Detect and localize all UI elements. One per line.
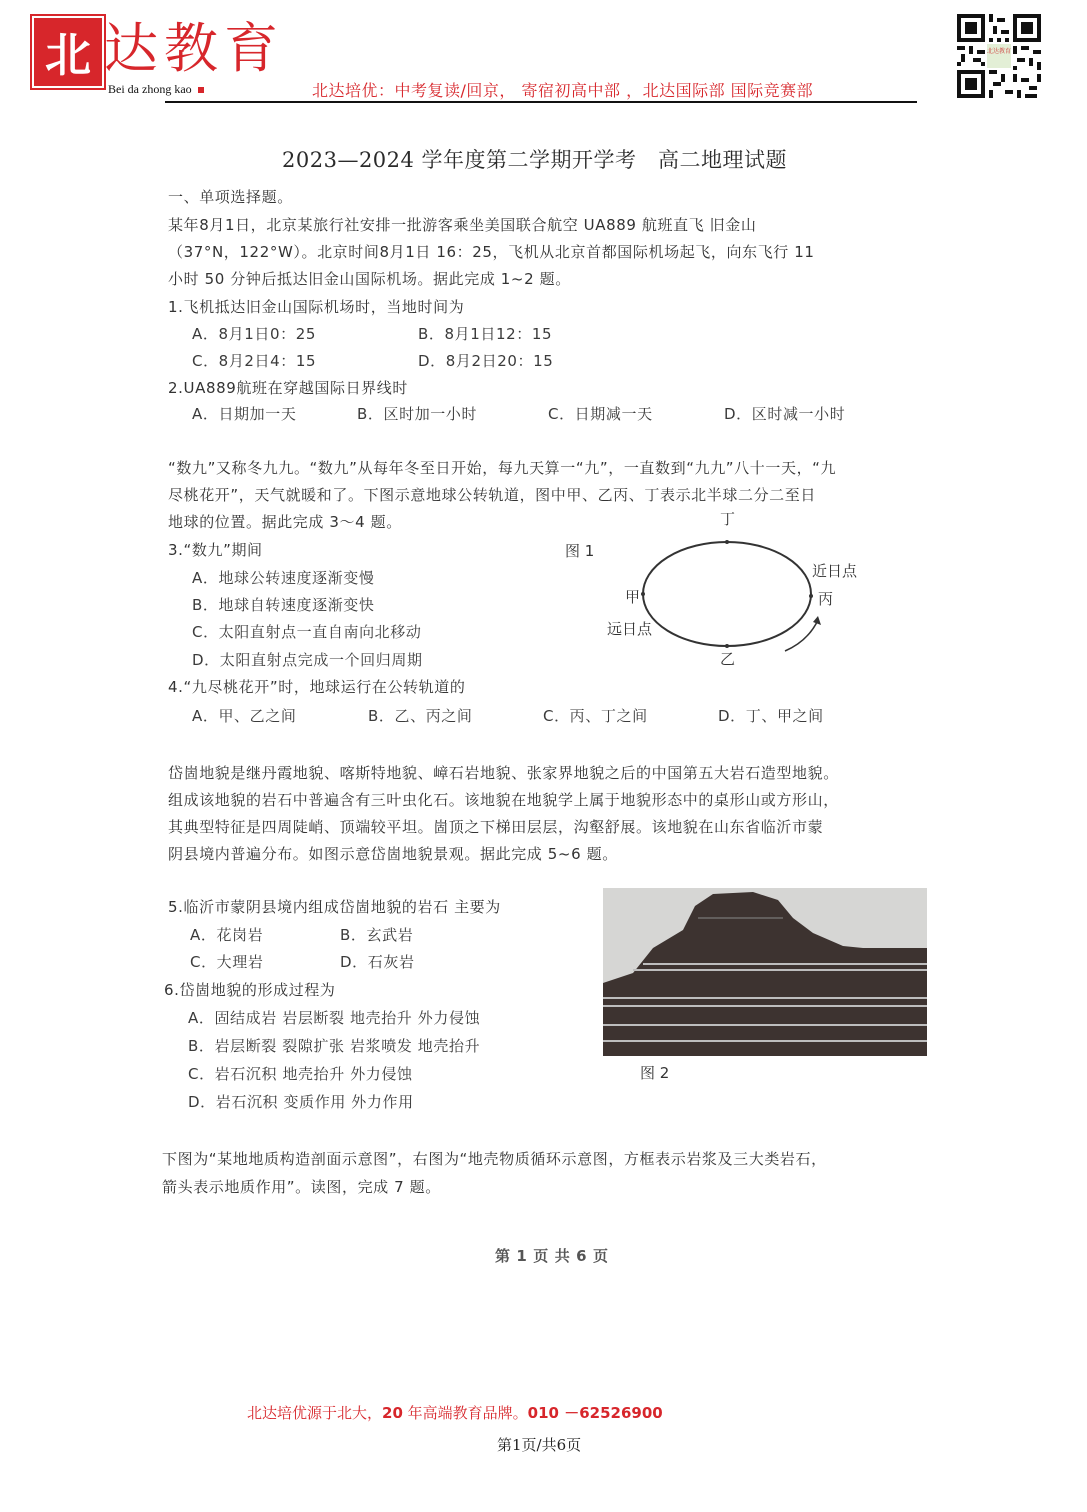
logo-subtitle [108,82,204,97]
exam-page [150,120,960,1290]
question-6-stem: 6.岱崮地貌的形成过程为 [164,981,336,999]
question-2-option-b: B．区时加一小时 [357,405,478,423]
question-2-option-c: C．日期减一天 [548,405,653,423]
footer-slogan-years: 20 [382,1404,403,1422]
arrowhead-icon [813,616,821,625]
logo-mark-text: 北 [45,28,91,82]
orbit-label-jia: 甲 [625,588,641,606]
footer-slogan [247,1402,663,1423]
footer-slogan-part2: 年高端教育品牌。 [402,1404,528,1422]
passage-3-line: 组成该地貌的岩石中普遍含有三叶虫化石。该地貌在地貌学上属于地貌形态中的桌形山或方形山， [168,791,839,809]
question-4-option-c: C．丙、丁之间 [543,707,648,725]
passage-3-line: 其典型特征是四周陡峭、顶端较平坦。崮顶之下梯田层层，沟壑舒展。该地貌在山东省临沂市蒙 [168,818,824,836]
footer-phone: 010 －62526900 [527,1404,663,1422]
header-slogan: 北达培优：中考复读/回京， 寄宿初高中部 ，北达国际部 国际竞赛部 [312,81,814,100]
passage-1-line: （37°N，122°W）。北京时间8月1日 16：25，飞机从北京首都国际机场起飞，向东飞行 11 [168,243,815,261]
question-1-option-b: B．8月1日12：15 [418,325,553,343]
footer-page-indicator: 第1页/共6页 [497,1436,582,1454]
question-5-option-d: D．石灰岩 [340,953,415,971]
question-1-stem: 1.飞机抵达旧金山国际机场时，当地时间为 [168,298,465,316]
section-heading: 一、单项选择题。 [168,188,293,206]
question-3-option-d: D．太阳直射点完成一个回归周期 [192,651,423,669]
passage-3-line: 岱崮地貌是继丹霞地貌、喀斯特地貌、嶂石岩地貌、张家界地貌之后的中国第五大岩石造型地貌。 [168,764,839,782]
question-5-option-b: B．玄武岩 [340,926,414,944]
question-1-option-d: D．8月2日20：15 [418,352,554,370]
question-2-stem: 2.UA889航班在穿越国际日界线时 [168,379,408,397]
question-4-option-d: D．丁、甲之间 [718,707,824,725]
question-3-stem: 3.“数九”期间 [168,541,263,559]
square-icon [198,87,204,93]
figure-1-caption: 图 1 [565,542,595,560]
passage-1-line: 某年8月1日，北京某旅行社安排一批游客乘坐美国联合航空 UA889 航班直飞 旧金山 [168,216,757,234]
question-4-option-a: A．甲、乙之间 [192,707,297,725]
orbit-svg [550,508,880,658]
question-3-option-c: C．太阳直射点一直自南向北移动 [192,623,422,641]
question-6-option-c: C．岩石沉积 地壳抬升 外力侵蚀 [188,1065,413,1083]
orbit-point-ding [725,540,729,544]
orbit-ellipse [643,542,811,646]
passage-3-line: 阴县境内普遍分布。如图示意岱崮地貌景观。据此完成 5~6 题。 [168,845,618,863]
qr-code-icon [957,14,1041,98]
question-3-option-a: A．地球公转速度逐渐变慢 [192,569,375,587]
question-1-option-a: A．8月1日0：25 [192,325,316,343]
header-divider [165,101,917,103]
orbit-label-yi: 乙 [720,650,736,668]
orbit-label-ding: 丁 [720,510,736,528]
question-1-option-c: C．8月2日4：15 [192,352,317,370]
figure-1-orbit-diagram [550,508,880,668]
qr-center-logo: 北达教育 [987,44,1011,68]
scan-page-number: 第 1 页 共 6 页 [495,1247,609,1265]
passage-2-line: 地球的位置。据此完成 3～4 题。 [168,513,402,531]
question-4-stem: 4.“九尽桃花开”时，地球运行在公转轨道的 [168,678,466,696]
orbit-direction-arrow [785,620,818,651]
footer-slogan-part1: 北达培优源于北大， [247,1404,383,1422]
logo-subtitle-text: Bei da zhong kao [108,82,192,96]
passage-2-line: 尽桃花开”，天气就暖和了。下图示意地球公转轨道，图中甲、乙丙、丁表示北半球二分二至日 [168,486,816,504]
question-5-option-a: A．花岗岩 [190,926,264,944]
question-6-option-d: D．岩石沉积 变质作用 外力作用 [188,1093,414,1111]
question-3-option-b: B．地球自转速度逐渐变快 [192,596,375,614]
question-5-option-c: C．大理岩 [190,953,264,971]
question-2-option-a: A．日期加一天 [192,405,297,423]
question-6-option-b: B．岩层断裂 裂隙扩张 岩浆喷发 地壳抬升 [188,1037,481,1055]
orbit-point-bing [809,594,813,598]
question-4-option-b: B．乙、丙之间 [368,707,473,725]
exam-title: 2023—2024 学年度第二学期开学考 高二地理试题 [282,148,788,172]
figure-2-caption: 图 2 [640,1064,670,1082]
orbit-label-perihelion: 近日点 [812,562,858,580]
passage-4-line: 下图为“某地地质构造剖面示意图”，右图为“地壳物质循环示意图，方框表示岩浆及三大类岩石， [162,1150,827,1168]
orbit-label-aphelion: 远日点 [607,620,653,638]
figure-2-landform-photo [603,888,927,1056]
passage-1-line: 小时 50 分钟后抵达旧金山国际机场。据此完成 1~2 题。 [168,270,571,288]
logo-text: 达教育 [104,17,284,80]
logo-mark [34,18,102,86]
passage-2-line: “数九”又称冬九九。“数九”从每年冬至日开始，每九天算一“九”，一直数到“九九”八十一天，“九 [168,459,837,477]
orbit-point-jia [641,592,645,596]
question-6-option-a: A．固结成岩 岩层断裂 地壳抬升 外力侵蚀 [188,1009,481,1027]
question-2-option-d: D．区时减一小时 [724,405,846,423]
passage-4-line: 箭头表示地质作用”。读图，完成 7 题。 [162,1178,441,1196]
landform-photo-graphic [603,888,927,1056]
question-5-stem: 5.临沂市蒙阴县境内组成岱崮地貌的岩石 主要为 [168,898,501,916]
orbit-label-bing: 丙 [818,590,834,608]
